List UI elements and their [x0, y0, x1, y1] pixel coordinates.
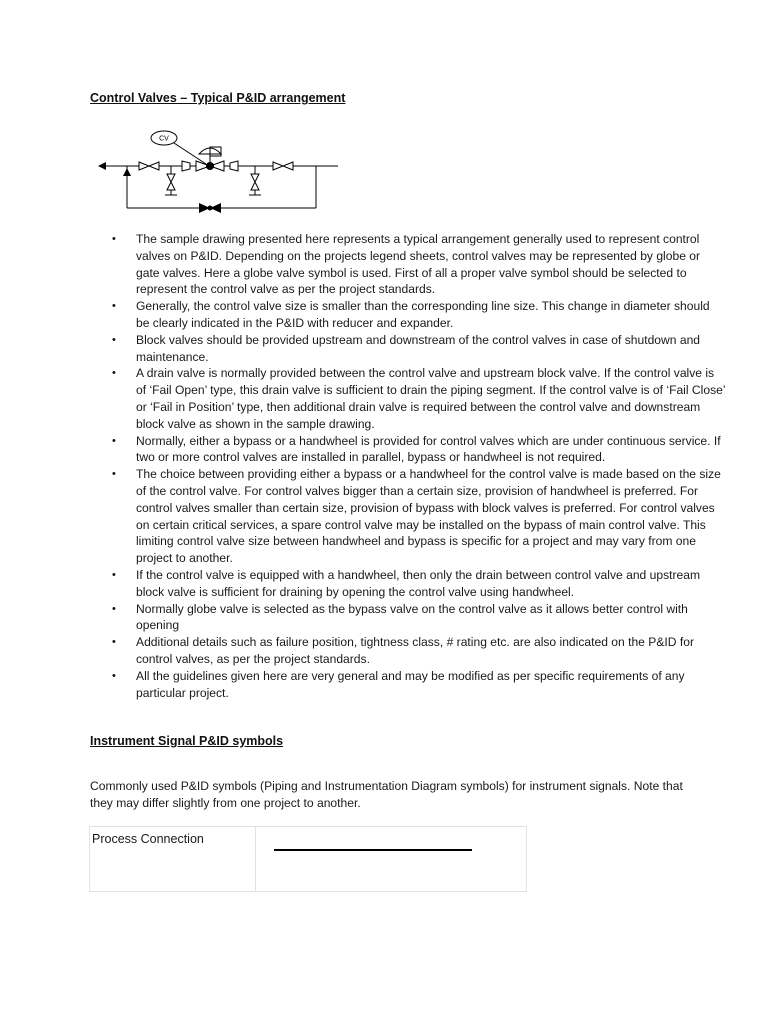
instrument-signal-intro: Commonly used P&ID symbols (Piping and Instrumentation Diagram symbols) for instrument signals. Note that they may differ slightly from one project to another. [90, 779, 683, 810]
reducer [182, 161, 190, 171]
list-item: • Normally globe valve is selected as the bypass valve on the control valve as it allows better control with opening [136, 601, 726, 635]
symbol-cell [256, 827, 527, 892]
list-item: • The choice between providing either a bypass or a handwheel for the control valve is made based on the size of the control valve. For control valves bigger than a certain size, provision of handwheel is preferred. For control valves smaller than certain size, provision of bypass with block valves is preferred. For control valves on certain critical services, a spare control valve may be installed on the bypass of main control valve. This limiting control valve size between handwheel and bypass is specific for a project and may vary from one project to another. [136, 466, 726, 567]
drain-valve-upstream [167, 174, 175, 182]
list-item: • A drain valve is normally provided between the control valve and upstream block valve. If the control valve is of ‘Fail Open’ type, this drain valve is sufficient to drain the piping segment. If the control valve is of ‘Fail Close’ or ‘Fail in Position’ type, then additional drain valve is required between the control valve and downstream block valve as shown in the sample drawing. [136, 365, 726, 432]
list-item: • Normally, either a bypass or a handwheel is provided for control valves which are under continuous service. If two or more control valves are installed in parallel, bypass or handwheel is not required. [136, 433, 726, 467]
symbol-name-cell: Process Connection [90, 827, 256, 892]
list-item: • Block valves should be provided upstream and downstream of the control valves in case of shutdown and maintenance. [136, 332, 726, 366]
control-valve-guidelines-list [90, 231, 726, 701]
expander [230, 161, 238, 171]
symbol-table [89, 826, 527, 892]
block-valve-downstream [273, 162, 283, 170]
section-heading-control-valves: Control Valves – Typical P&ID arrangement [90, 91, 346, 105]
drain-valve-downstream [251, 174, 259, 182]
block-valve-upstream [139, 162, 149, 170]
process-connection-line [274, 849, 472, 851]
table-row [90, 827, 527, 892]
control-valve-pid-diagram [96, 126, 340, 222]
flow-arrow-inlet [98, 162, 106, 170]
flow-arrow-bypass [123, 168, 131, 176]
cv-bubble-label: CV [159, 135, 169, 143]
section-heading-instrument-signal: Instrument Signal P&ID symbols [90, 734, 284, 748]
list-item: • All the guidelines given here are very general and may be modified as per specific requirements of any particular project. [136, 668, 726, 702]
list-item: • Generally, the control valve size is smaller than the corresponding line size. This change in diameter should be clearly indicated in the P&ID with reducer and expander. [136, 298, 726, 332]
list-item: • If the control valve is equipped with a handwheel, then only the drain between control valve and upstream block valve is sufficient for draining by opening the control valve using handwheel. [136, 567, 726, 601]
list-item: • The sample drawing presented here represents a typical arrangement generally used to represent control valves on P&ID. Depending on the projects legend sheets, control valves may be represented by globe or gate valves. Here a globe valve symbol is used. First of all a proper valve symbol should be selected to represent the control valve as per the project standards. [136, 231, 726, 298]
list-item: • Additional details such as failure position, tightness class, # rating etc. are also indicated on the P&ID for control valves, as per the project standards. [136, 634, 726, 668]
